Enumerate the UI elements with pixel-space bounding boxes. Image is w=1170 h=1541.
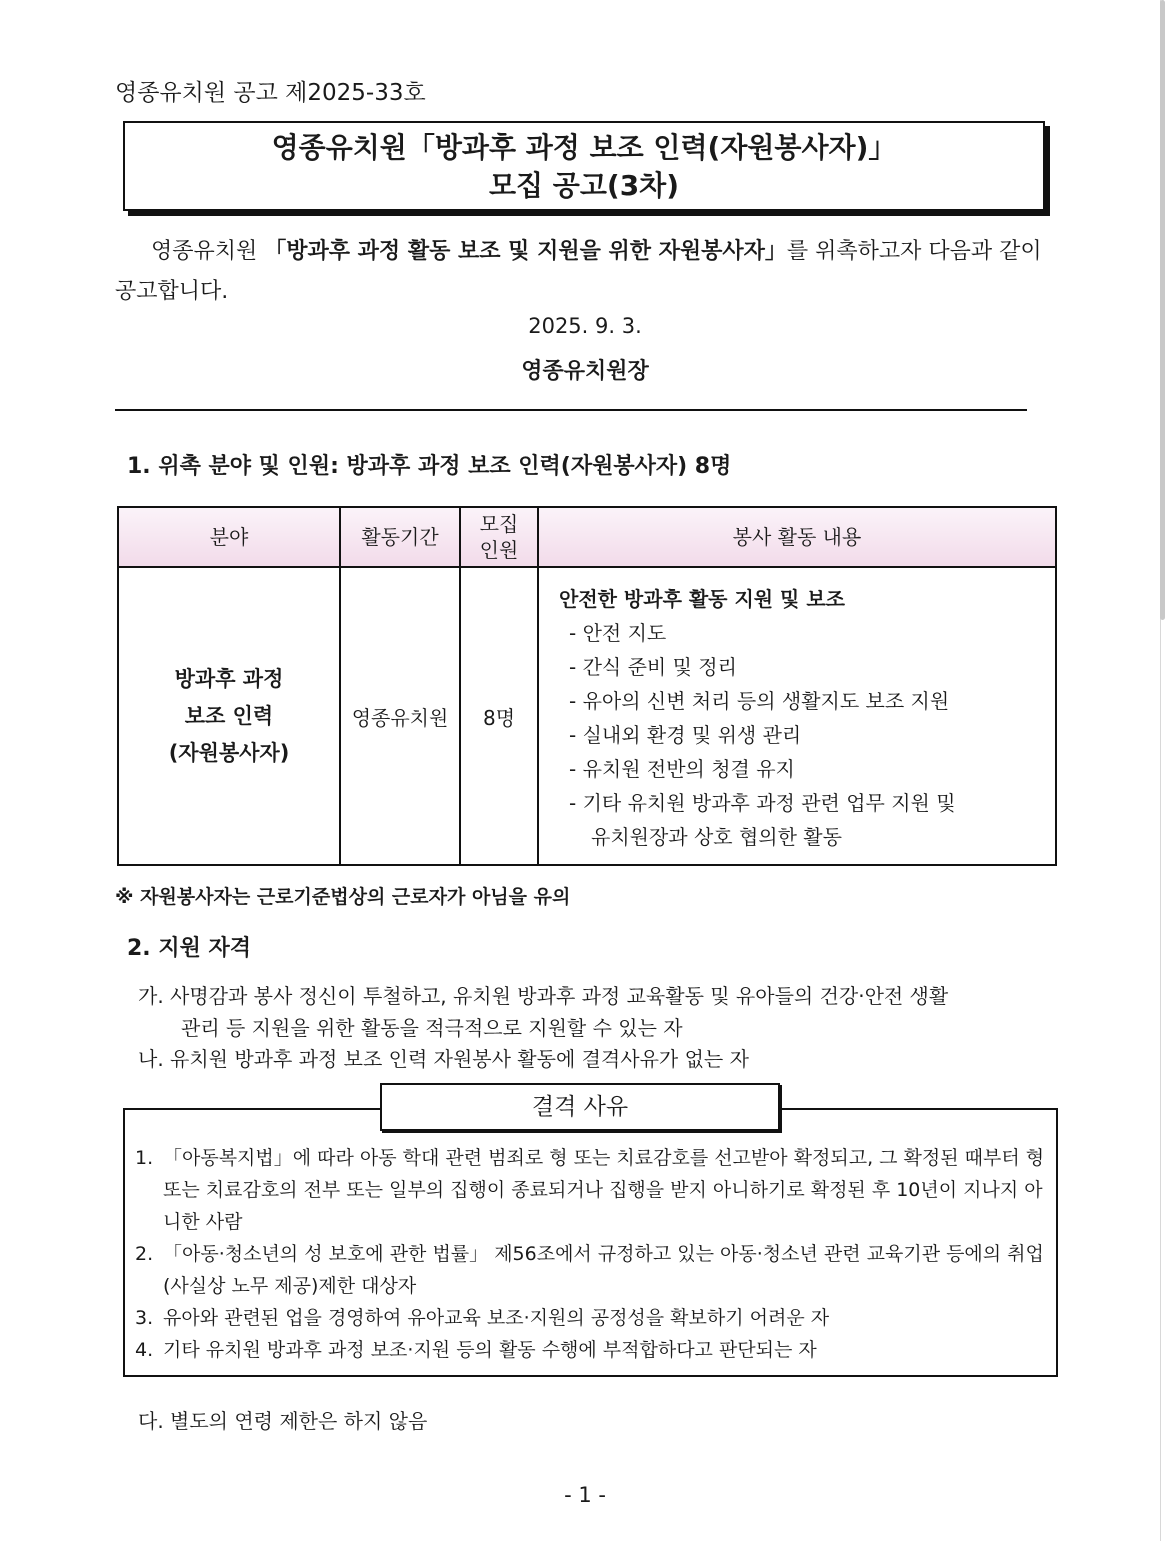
field-line-2: 보조 인력 [184, 703, 274, 728]
worker-note: ※ 자원봉사자는 근로기준법상의 근로자가 아님을 유의 [115, 886, 571, 908]
divider [115, 409, 1027, 411]
title-line-1: 영종유치원「방과후 과정 보조 인력(자원봉사자)」 [271, 131, 897, 164]
list-item-number: 4. [135, 1339, 154, 1361]
list-item-number: 1. [135, 1147, 154, 1169]
field-cell [118, 567, 340, 865]
title-box [123, 121, 1045, 211]
content-item: - 유치원 전반의 청결 유지 [569, 757, 795, 781]
notice-date: 2025. 9. 3. [528, 314, 642, 338]
header-recruit-count [460, 507, 538, 567]
content-item: - 유아의 신변 처리 등의 생활지도 보조 지원 [569, 689, 950, 713]
header-field: 분야 [118, 507, 340, 567]
qualification-ga: 가. 사명감과 봉사 정신이 투철하고, 유치원 방과후 과정 교육활동 및 유아들의 건강·안전 생활 [138, 984, 949, 1008]
intro-suffix: 를 위촉하고자 다음과 같이 공고합니다. [115, 239, 1042, 304]
list-item [135, 1334, 1050, 1366]
disqualification-title: 결격 사유 [380, 1083, 780, 1131]
content-item-continuation: 유치원장과 상호 협의한 활동 [591, 825, 842, 849]
intro-paragraph [115, 232, 1060, 312]
qualification-na: 나. 유치원 방과후 과정 보조 인력 자원봉사 활동에 결격사유가 없는 자 [138, 1047, 749, 1071]
header-recruit-line-1: 모집 [479, 512, 519, 536]
qualification-da: 다. 별도의 연령 제한은 하지 않음 [138, 1409, 428, 1433]
list-item-number: 2. [135, 1243, 154, 1265]
content-item: - 실내외 환경 및 위생 관리 [569, 723, 802, 747]
recruit-table [117, 506, 1057, 866]
disqualification-list [135, 1142, 1050, 1366]
list-item [135, 1302, 1050, 1334]
list-item-number: 3. [135, 1307, 154, 1329]
field-line-1: 방과후 과정 [174, 666, 284, 691]
section-2-heading: 2. 지원 자격 [127, 936, 251, 961]
notice-number: 영종유치원 공고 제2025-33호 [115, 80, 426, 106]
page-number: - 1 - [564, 1483, 606, 1507]
count-cell: 8명 [460, 567, 538, 865]
content-title: 안전한 방과후 활동 지원 및 보조 [559, 587, 845, 611]
list-item-text: 유아와 관련된 업을 경영하여 유아교육 보조·지원의 공정성을 확보하기 어려운 자 [163, 1307, 830, 1329]
title-line-2: 모집 공고(3차) [488, 169, 680, 202]
header-content: 봉사 활동 내용 [538, 507, 1056, 567]
period-cell: 영종유치원 [340, 567, 460, 865]
list-item-text: 「아동복지법」에 따라 아동 학대 관련 범죄로 형 또는 치료감호를 선고받아 확정되고, 그 확정된 때부터 형 또는 치료감호의 전부 또는 일부의 집행이 종료되거나 집행을 받지 아니하기로 확정된 후 10년이 지나지 아니한 사람 [163, 1147, 1045, 1233]
section-1-heading: 1. 위촉 분야 및 인원: 방과후 과정 보조 인력(자원봉사자) 8명 [127, 454, 732, 479]
qualification-ga-continued: 관리 등 지원을 위한 활동을 적극적으로 지원할 수 있는 자 [181, 1016, 683, 1040]
intro-prefix: 영종유치원 [151, 239, 265, 264]
header-period: 활동기간 [340, 507, 460, 567]
table-header-row [118, 507, 1056, 567]
list-item-text: 기타 유치원 방과후 과정 보조·지원 등의 활동 수행에 부적합하다고 판단되는 자 [163, 1339, 817, 1361]
list-item [135, 1238, 1050, 1302]
intro-highlight: 「방과후 과정 활동 보조 및 지원을 위한 자원봉사자」 [264, 239, 787, 264]
scrollbar[interactable] [1160, 0, 1165, 620]
issuer: 영종유치원장 [521, 359, 649, 384]
list-item-text: 「아동·청소년의 성 보호에 관한 법률」 제56조에서 규정하고 있는 아동·청소년 관련 교육기관 등에의 취업(사실상 노무 제공)제한 대상자 [163, 1243, 1044, 1297]
field-line-3: (자원봉사자) [168, 740, 290, 765]
content-item: - 기타 유치원 방과후 과정 관련 업무 지원 및 [569, 791, 956, 815]
list-item [135, 1142, 1050, 1238]
content-cell [538, 567, 1056, 865]
content-item: - 간식 준비 및 정리 [569, 655, 737, 679]
table-row [118, 567, 1056, 865]
content-item: - 안전 지도 [569, 621, 667, 645]
header-recruit-line-2: 인원 [479, 538, 519, 562]
